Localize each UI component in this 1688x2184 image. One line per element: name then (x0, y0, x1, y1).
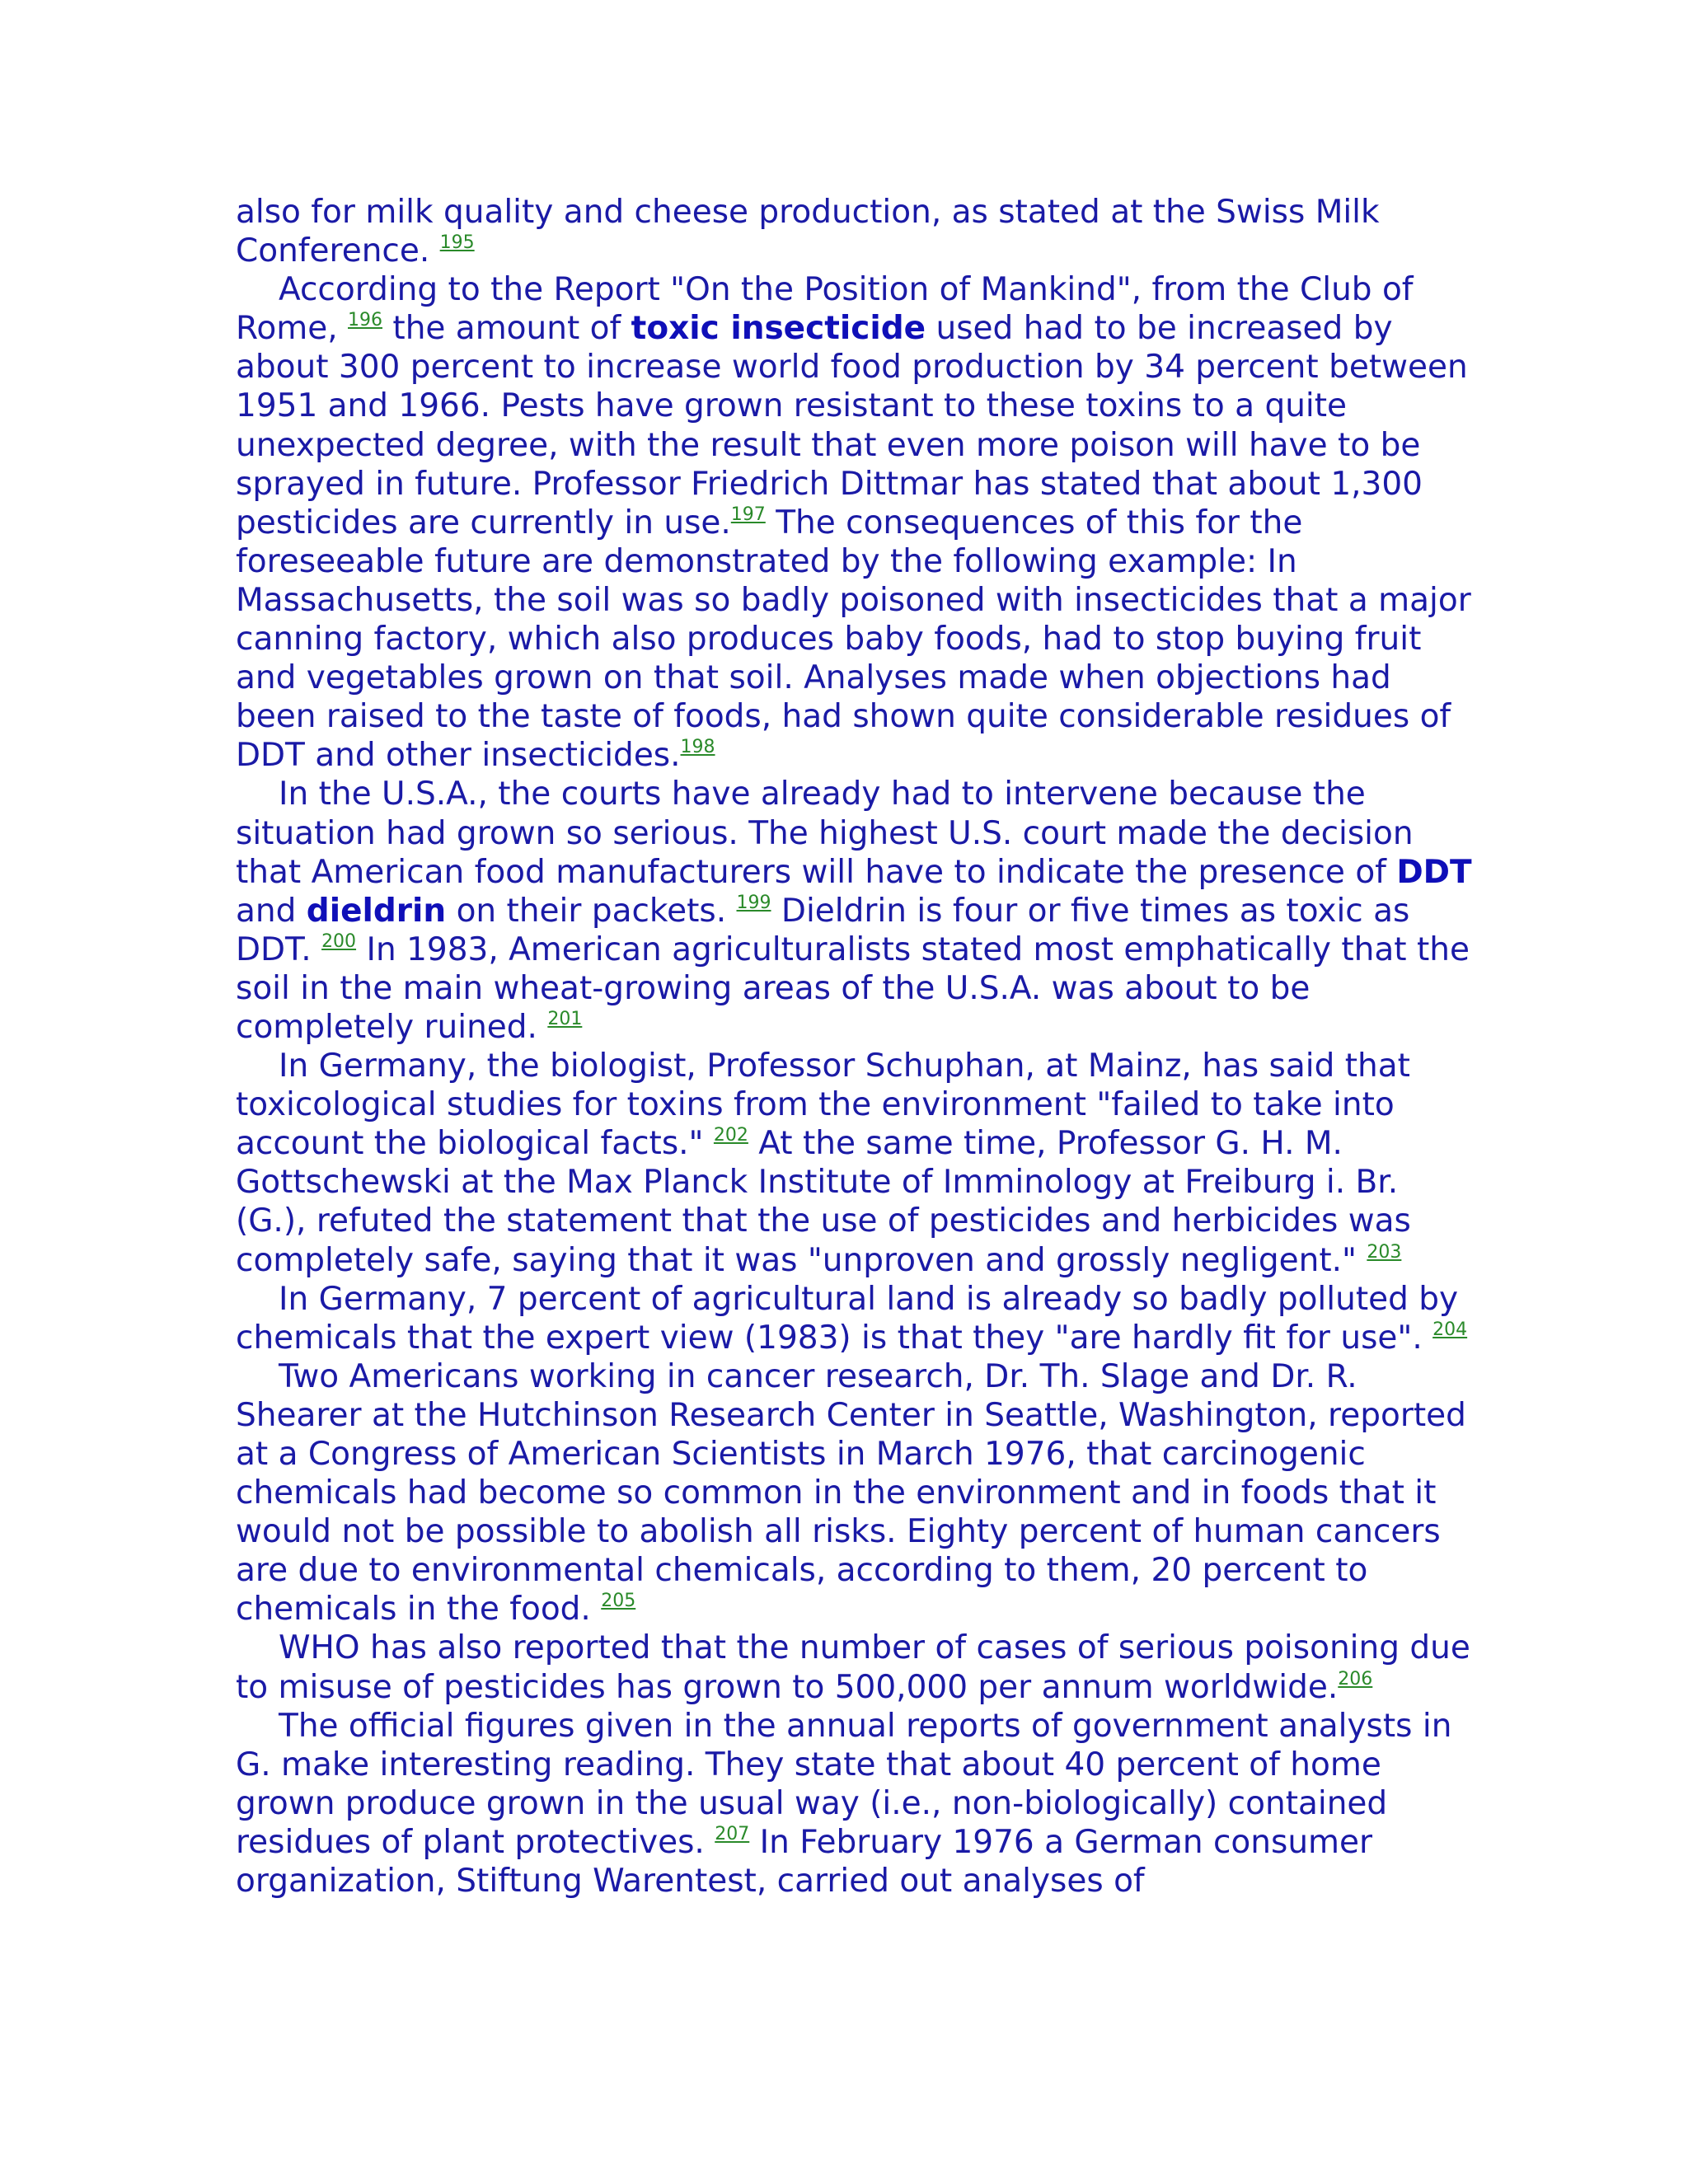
paragraph-text: In February 1976 a German consumer organization, Stiftung Warentest, carried out analyses of (236, 1823, 1373, 1900)
paragraph (236, 270, 1472, 775)
paragraph (236, 1047, 1472, 1280)
footnote-link[interactable]: 202 (713, 1125, 748, 1146)
bold-term: dieldrin (306, 892, 447, 930)
paragraph-text: In Germany, 7 percent of agricultural land is already so badly polluted by chemicals that the expert view (1983) is that they "are hardly fit for use". (236, 1280, 1459, 1357)
paragraph-text: also for milk quality and cheese production, as stated at the Swiss Milk Conference. (236, 194, 1380, 270)
paragraph (236, 193, 1472, 270)
paragraph-text: Two Americans working in cancer research, Dr. Th. Slage and Dr. R. Shearer at the Hutchinson Research Center in Seattle, Washington, reported at a Congress of American Scientists in March 1976, that carcinogenic chemicals had become so common in the environment and in foods that it would not be possible to abolish all risks. Eighty percent of human cancers are due to environmental chemicals, according to them, 20 percent to chemicals in the food. (236, 1357, 1466, 1629)
paragraph-text: In 1983, American agriculturalists stated most emphatically that the soil in the main wheat-growing areas of the U.S.A. was about to be completely ruined. (236, 930, 1470, 1046)
paragraph-text: At the same time, Professor G. H. M. Gottschewski at the Max Planck Institute of Imminology at Freiburg i. Br. (G.), refuted the statement that the use of pesticides and herbicides was completely safe, saying that it was "unproven and grossly negligent." (236, 1125, 1411, 1279)
footnote-link[interactable]: 204 (1432, 1319, 1468, 1340)
footnote-link[interactable]: 205 (601, 1591, 636, 1612)
bold-term: DDT (1396, 853, 1472, 891)
footnote-link[interactable]: 196 (348, 310, 382, 331)
paragraph-text: on their packets. (446, 892, 737, 930)
footnote-link[interactable]: 195 (439, 232, 475, 254)
paragraph-text: Dieldrin is four or five times as toxic as DDT. (236, 892, 1410, 968)
footnote-link[interactable]: 199 (736, 892, 771, 913)
paragraph-text: In Germany, the biologist, Professor Schuphan, at Mainz, has said that toxicological studies for toxins from the environment "failed to take into account the biological facts." (236, 1047, 1410, 1163)
footnote-link[interactable]: 198 (680, 737, 715, 758)
paragraph-text: According to the Report "On the Position of Mankind", from the Club of Rome, (236, 271, 1414, 348)
paragraph (236, 1707, 1472, 1900)
footnote-link[interactable]: 207 (715, 1823, 750, 1844)
footnote-link[interactable]: 203 (1367, 1241, 1402, 1263)
document-page (236, 193, 1472, 1900)
paragraph (236, 1357, 1472, 1629)
paragraph-text: The consequences of this for the foreseeable future are demonstrated by the following example: In Massachusetts, the soil was so badly poisoned with insecticides that a major canning factory, which also produces baby foods, had to stop buying fruit and vegetables grown on that soil. Analyses made when objections had been raised to the taste of foods, had shown quite considerable residues of DDT and other insecticides. (236, 504, 1471, 775)
paragraph (236, 1280, 1472, 1357)
bold-term: toxic insecticide (631, 310, 926, 348)
paragraph (236, 1629, 1472, 1706)
footnote-link[interactable]: 201 (547, 1008, 583, 1029)
paragraph-text: The official figures given in the annual reports of government analysts in G. make interesting reading. They state that about 40 percent of home grown produce grown in the usual way (i.e., non-biologically) contained residues of plant protectives. (236, 1707, 1452, 1861)
paragraph-text: used had to be increased by about 300 percent to increase world food production by 34 percent between 1951 and 1966. Pests have grown resistant to these toxins to a quite unexpected degree, with the result that even more poison will have to be sprayed in future. Professor Friedrich Dittmar has stated that about 1,300 pesticides are currently in use. (236, 310, 1468, 541)
paragraph-text: In the U.S.A., the courts have already had to intervene because the situation had grown so serious. The highest U.S. court made the decision that American food manufacturers will have to indicate the presence of (236, 776, 1414, 891)
paragraph-text: WHO has also reported that the number of cases of serious poisoning due to misuse of pesticides has grown to 500,000 per annum worldwide. (236, 1629, 1470, 1706)
paragraph-text: and (236, 892, 307, 930)
paragraph-text: the amount of (382, 310, 631, 348)
paragraph (236, 775, 1472, 1047)
footnote-link[interactable]: 206 (1338, 1668, 1373, 1690)
footnote-link[interactable]: 200 (321, 930, 357, 952)
footnote-link[interactable]: 197 (730, 504, 766, 525)
